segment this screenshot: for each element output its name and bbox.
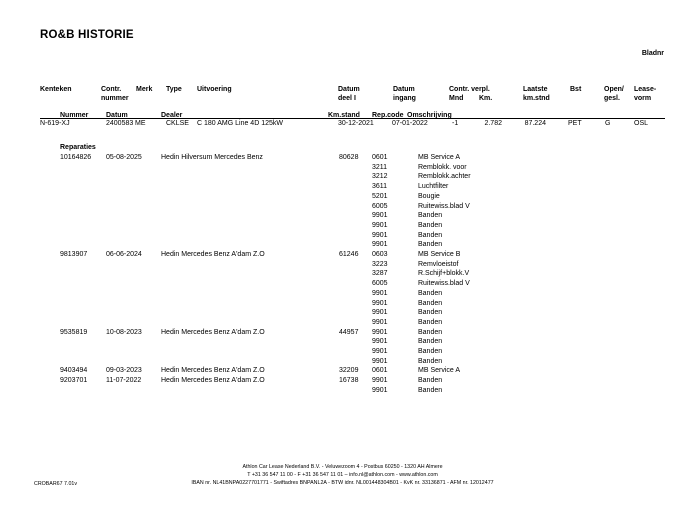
reparaties-heading: Reparaties [60,144,96,151]
repair-dealer: Hedin Mercedes Benz A'dam Z.O [161,377,265,385]
repair-line-code: 3212 [372,173,388,181]
repair-nummer: 9535819 [60,328,88,336]
repair-nummer: 10164826 [60,154,92,161]
repair-dealer: Hedin Mercedes Benz A'dam Z.O [161,251,265,258]
repair-line-omschrijving: Banden [418,338,443,346]
header-omschrijving: Omschrijving [407,112,452,119]
header-merk: Merk [136,86,153,93]
repair-line-omschrijving: Remblokk. voor [418,163,467,171]
repair-line-omschrijving: Banden [418,348,443,355]
repair-line-code: 6005 [372,202,388,210]
repair-line-code: 9901 [372,348,388,355]
repair-line-code: 9901 [372,309,388,317]
repair-line-code: 3287 [372,270,388,278]
repair-km-stand: 44957 [339,328,359,336]
footer-contact: T +31 36 547 11 00 - F +31 36 547 11 01 – info.nl@athlon.com - www.athlon.com [247,472,438,478]
repair-line-omschrijving: Banden [418,377,443,385]
header-datum-deel1: Datum deel I [338,86,360,102]
repair-line-code: 9901 [372,212,388,220]
header-nummer: Nummer [60,112,89,119]
repair-dealer: Hedin Mercedes Benz A'dam Z.O [161,367,265,375]
vehicle-km: 2.782 [484,120,502,127]
vehicle-kenteken: N-619-XJ [40,120,70,127]
repair-line-omschrijving: Banden [418,212,443,220]
header-rep-code: Rep.code [372,112,404,119]
page-title: RO&B HISTORIE [40,29,134,41]
repair-km-stand: 61246 [339,251,359,258]
repair-line-omschrijving: Banden [418,386,443,394]
vehicle-datum-deel1: 30-12-2021 [338,120,374,127]
repair-line-omschrijving: Ruitewiss.blad V [418,202,470,210]
repair-line-code: 9901 [372,289,388,297]
repair-nummer: 9813907 [60,251,88,258]
repair-line-omschrijving: Banden [418,309,443,317]
repair-line-omschrijving: MB Service A [418,154,461,161]
header-contr-nummer: Contr. nummer [101,86,129,102]
repair-line-omschrijving: Banden [418,299,443,307]
repair-line-code: 9901 [372,338,388,346]
repair-line-omschrijving: Remblokk.achter [418,173,471,181]
repair-line-code: 0601 [372,367,388,375]
vehicle-datum-ingang: 07-01-2022 [392,120,428,127]
repair-line-code: 9901 [372,328,388,336]
repair-line-code: 9901 [372,299,388,307]
repair-line-code: 5201 [372,192,388,200]
repair-line-omschrijving: Banden [418,231,443,239]
vehicle-laatste-km: 87.224 [524,120,546,127]
header-open-gesl: Open/ gesl. [604,86,624,102]
repair-datum: 11-07-2022 [106,377,142,385]
header-laatste-km: Laatste km.stnd [523,86,550,102]
repair-nummer: 9403494 [60,367,88,375]
repair-line-omschrijving: Banden [418,328,443,336]
repair-line-code: 9901 [372,221,388,229]
repair-line-omschrijving: Banden [418,318,443,326]
repair-km-stand: 16738 [339,377,359,385]
repair-line-omschrijving: MB Service A [418,367,461,375]
footer-registration: IBAN nr. NL41BNPA0227701771 - Swiftadres BNPANL2A - BTW idnr. NL001448304B01 - KvK nr. 33136871 - AFM nr. 12012477 [191,480,494,486]
repair-datum: 09-03-2023 [106,367,142,375]
header-lease-vorm: Lease- vorm [634,86,657,102]
vehicle-mnd: -1 [452,120,459,127]
page-number-label: Bladnr [641,50,664,57]
header-bst: Bst [570,86,582,93]
header-divider [40,118,665,119]
footer-address: Athlon Car Lease Nederland B.V. - Veluwezoom 4 - Postbus 60250 - 1320 AH Almere [242,464,443,470]
repair-line-code: 9901 [372,377,388,385]
header-uitvoering: Uitvoering [197,86,232,93]
repair-line-omschrijving: Banden [418,241,443,249]
vehicle-merk: ME [135,120,146,127]
repair-km-stand: 32209 [339,367,359,375]
header-dealer: Dealer [161,112,183,119]
repair-line-code: 9901 [372,241,388,249]
repair-line-code: 3611 [372,183,388,191]
repair-km-stand: 80628 [339,154,359,161]
repair-dealer: Hedin Mercedes Benz A'dam Z.O [161,328,265,336]
repair-datum: 06-06-2024 [106,251,142,258]
vehicle-lease-vorm: OSL [634,120,649,127]
repair-line-omschrijving: Banden [418,289,443,297]
vehicle-bst: PET [568,120,582,127]
repair-line-omschrijving: Banden [418,221,443,229]
repair-line-code: 3223 [372,260,388,268]
vehicle-type: CKLSE [166,120,189,127]
repair-line-code: 9901 [372,386,388,394]
repair-line-code: 0601 [372,154,388,161]
repair-line-code: 0603 [372,251,388,258]
repair-line-code: 9901 [372,318,388,326]
vehicle-contr-nummer: 2400583 [106,120,134,127]
repair-line-omschrijving: MB Service B [418,251,461,258]
header-contr-verpl: Contr. verpl. Mnd Km. [449,86,493,102]
repair-dealer: Hedin Hilversum Mercedes Benz [161,154,263,161]
vehicle-uitvoering: C 180 AMG Line 4D 125kW [197,120,283,127]
header-datum-ingang: Datum ingang [393,86,416,102]
form-id: CROBAR67 7.01v [34,481,77,487]
repair-line-omschrijving: Bougie [418,192,440,200]
repair-line-omschrijving: Banden [418,357,443,365]
repair-line-code: 9901 [372,231,388,239]
repair-line-code: 6005 [372,280,388,288]
header-datum: Datum [106,112,128,119]
repair-nummer: 9203701 [60,377,88,385]
repair-line-code: 3211 [372,163,388,171]
repair-datum: 05-08-2025 [106,154,142,161]
header-type: Type [166,86,182,93]
repair-line-omschrijving: Luchtfilter [418,183,449,191]
vehicle-open-gesl: G [605,120,611,127]
repair-datum: 10-08-2023 [106,328,142,336]
repair-line-omschrijving: Remvloeistof [418,260,459,268]
header-kenteken: Kenteken [40,86,72,93]
header-km-stand: Km.stand [328,112,360,119]
repair-line-omschrijving: R.Schijf+blokk.V [418,270,470,278]
repair-line-omschrijving: Ruitewiss.blad V [418,280,470,288]
repair-line-code: 9901 [372,357,388,365]
